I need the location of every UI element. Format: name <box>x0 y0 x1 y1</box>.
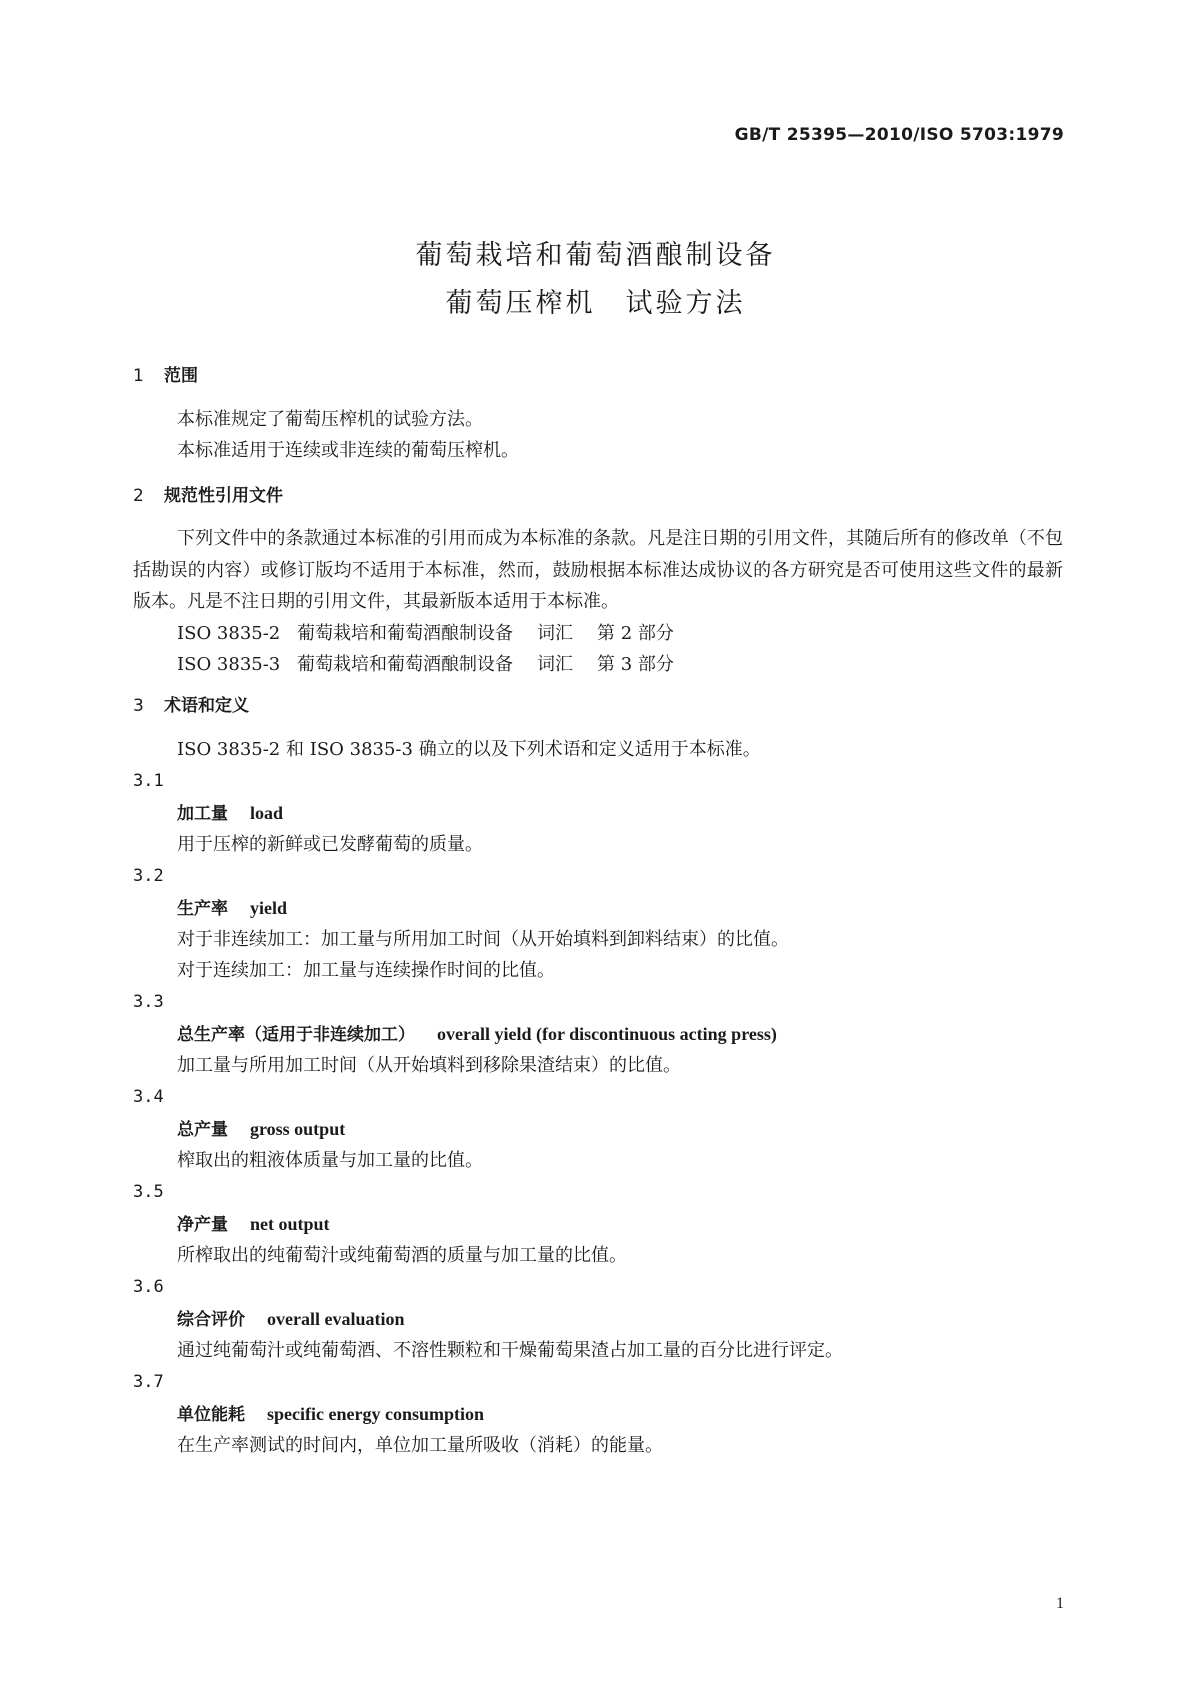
reference-part: 第 2 部分 <box>597 622 674 644</box>
reference-title: 葡萄栽培和葡萄酒酿制设备 <box>297 622 513 644</box>
term-name-en: overall evaluation <box>267 1309 405 1329</box>
section-title: 术语和定义 <box>164 696 249 716</box>
section-number: 3 <box>133 696 144 716</box>
term-name <box>133 797 1063 829</box>
term-name <box>133 1113 1063 1145</box>
section-number: 1 <box>133 366 144 386</box>
section-scope <box>133 360 1063 466</box>
scope-paragraph: 本标准规定了葡萄压榨机的试验方法。 <box>177 409 483 430</box>
term-name-zh: 生产率 <box>177 899 228 919</box>
term-name-en: load <box>250 803 284 823</box>
page-number: 1 <box>1056 1595 1064 1612</box>
term-entry <box>133 860 1063 986</box>
reference-vocab: 词汇 <box>537 653 573 675</box>
term-number: 3.6 <box>133 1277 164 1297</box>
term-name-zh: 净产量 <box>177 1215 228 1235</box>
term-definition: 用于压榨的新鲜或已发酵葡萄的质量。 <box>177 834 483 855</box>
term-definition: 榨取出的粗液体质量与加工量的比值。 <box>177 1150 483 1171</box>
term-name <box>133 1398 1063 1430</box>
term-name <box>133 1208 1063 1240</box>
term-number: 3.4 <box>133 1087 164 1107</box>
term-definition: 加工量与所用加工时间（从开始填料到移除果渣结束）的比值。 <box>177 1055 681 1076</box>
section-heading <box>133 690 1063 722</box>
section-normative-references <box>133 480 1063 680</box>
scope-paragraph: 本标准适用于连续或非连续的葡萄压榨机。 <box>177 440 519 461</box>
term-name-zh: 综合评价 <box>177 1310 245 1330</box>
reference-item <box>133 649 1063 680</box>
document-title-line-2: 葡萄压榨机 试验方法 <box>445 288 746 319</box>
term-definition: 对于连续加工：加工量与连续操作时间的比值。 <box>177 960 555 981</box>
term-definition: 通过纯葡萄汁或纯葡萄酒、不溶性颗粒和干燥葡萄果渣占加工量的百分比进行评定。 <box>177 1340 843 1361</box>
section-heading <box>133 480 1063 512</box>
normative-paragraph: 下列文件中的条款通过本标准的引用而成为本标准的条款。凡是注日期的引用文件，其随后所有的修改单（不包括勘误的内容）或修订版均不适用于本标准，然而，鼓励根据本标准达成协议的各方研究是否可使用这些文件的最新版本。凡是不注日期的引用文件，其最新版本适用于本标准。 <box>133 528 1063 612</box>
term-number: 3.1 <box>133 771 164 791</box>
term-entry <box>133 765 1063 860</box>
reference-title: 葡萄栽培和葡萄酒酿制设备 <box>297 653 513 675</box>
term-name-zh: 总生产率（适用于非连续加工） <box>177 1025 415 1045</box>
reference-item <box>133 618 1063 649</box>
term-name <box>133 1303 1063 1335</box>
term-name-zh: 加工量 <box>177 804 228 824</box>
terms-intro: ISO 3835-2 和 ISO 3835-3 确立的以及下列术语和定义适用于本标准。 <box>177 739 761 760</box>
term-name-en: yield <box>250 898 288 918</box>
section-terms-definitions <box>133 690 1063 1461</box>
term-definition: 在生产率测试的时间内，单位加工量所吸收（消耗）的能量。 <box>177 1435 663 1456</box>
term-name-en: net output <box>250 1214 330 1234</box>
term-name <box>133 1018 1063 1050</box>
term-entry <box>133 1081 1063 1176</box>
term-name-en: gross output <box>250 1119 346 1139</box>
document-title-line-1: 葡萄栽培和葡萄酒酿制设备 <box>415 240 776 271</box>
reference-part: 第 3 部分 <box>597 653 674 675</box>
term-entry <box>133 1271 1063 1366</box>
reference-code: ISO 3835-2 <box>177 622 281 644</box>
section-title: 范围 <box>164 366 198 386</box>
term-number: 3.7 <box>133 1372 164 1392</box>
term-definition: 对于非连续加工：加工量与所用加工时间（从开始填料到卸料结束）的比值。 <box>177 929 789 950</box>
section-number: 2 <box>133 486 144 506</box>
section-title: 规范性引用文件 <box>164 486 283 506</box>
reference-vocab: 词汇 <box>537 622 573 644</box>
standard-number: GB/T 25395—2010/ISO 5703:1979 <box>734 125 1064 145</box>
reference-code: ISO 3835-3 <box>177 653 281 675</box>
term-definition: 所榨取出的纯葡萄汁或纯葡萄酒的质量与加工量的比值。 <box>177 1245 627 1266</box>
term-number: 3.2 <box>133 866 164 886</box>
section-heading <box>133 360 1063 392</box>
term-name-zh: 总产量 <box>177 1120 228 1140</box>
term-name-zh: 单位能耗 <box>177 1405 245 1425</box>
term-number: 3.5 <box>133 1182 164 1202</box>
term-number: 3.3 <box>133 992 164 1012</box>
term-name <box>133 892 1063 924</box>
term-name-en: overall yield (for discontinuous acting press) <box>437 1024 777 1044</box>
term-entry <box>133 1176 1063 1271</box>
term-name-en: specific energy consumption <box>267 1404 484 1424</box>
term-entry <box>133 986 1063 1081</box>
term-entry <box>133 1366 1063 1461</box>
